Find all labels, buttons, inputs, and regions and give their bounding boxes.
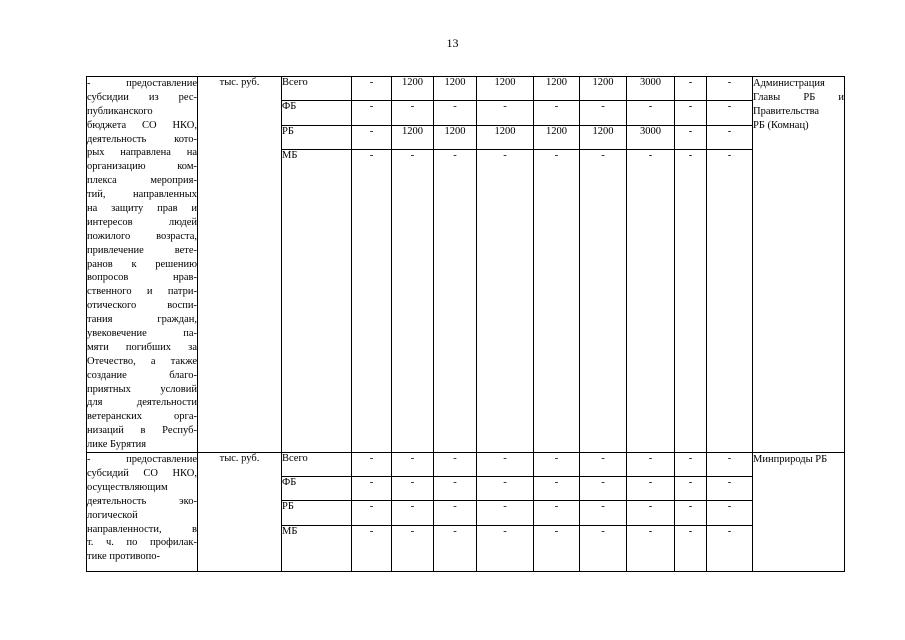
measure-description	[87, 77, 198, 453]
funding-source-cell: МБ	[282, 150, 352, 453]
value-cell: 1200	[580, 77, 627, 101]
responsible-executor	[753, 453, 845, 572]
description-line: на защиту прав и	[87, 203, 197, 215]
description-line: приятных условий	[87, 383, 197, 395]
value-cell: -	[675, 126, 707, 150]
value-cell: 1200	[580, 126, 627, 150]
description-line: организацию ком-	[87, 161, 197, 173]
value-cell: -	[477, 501, 534, 526]
value-cell: -	[707, 501, 753, 526]
value-cell: -	[352, 126, 392, 150]
responsible-line: РБ (Комнац)	[753, 120, 809, 131]
value-cell: -	[477, 150, 534, 453]
value-cell: -	[580, 150, 627, 453]
value-cell: -	[534, 101, 580, 126]
responsible-executor	[753, 77, 845, 453]
description-line: увековечение па-	[87, 328, 197, 340]
value-cell: -	[580, 453, 627, 477]
description-line: Отечество, а также	[87, 355, 197, 367]
value-cell: -	[392, 150, 434, 453]
page-number: 13	[446, 36, 459, 50]
budget-table	[86, 76, 845, 572]
value-cell: -	[534, 150, 580, 453]
value-cell: -	[580, 501, 627, 526]
value-cell: -	[675, 501, 707, 526]
funding-source-cell: Всего	[282, 453, 352, 477]
value-cell: -	[352, 477, 392, 501]
description-line: деятельность эко-	[87, 495, 197, 507]
value-cell: -	[434, 150, 477, 453]
description-line: мяти погибших за	[87, 341, 197, 353]
description-line: привлечение вете-	[87, 244, 197, 256]
value-cell: -	[707, 126, 753, 150]
description-line: - предоставление	[87, 454, 197, 466]
value-cell: -	[707, 150, 753, 453]
value-cell: -	[534, 453, 580, 477]
responsible-line: Администрация	[753, 78, 825, 89]
value-cell: -	[675, 453, 707, 477]
value-cell: -	[707, 453, 753, 477]
value-cell: -	[534, 501, 580, 526]
value-cell: -	[477, 101, 534, 126]
value-cell: 1200	[477, 126, 534, 150]
value-cell: -	[627, 453, 675, 477]
value-cell: -	[434, 501, 477, 526]
unit-cell: тыс. руб.	[198, 77, 282, 453]
funding-source-cell: ФБ	[282, 477, 352, 501]
description-line: ранов к решению	[87, 258, 197, 270]
table-row	[87, 77, 845, 101]
value-cell: -	[352, 150, 392, 453]
value-cell: -	[707, 101, 753, 126]
description-line: отического воспи-	[87, 300, 197, 312]
value-cell: -	[675, 477, 707, 501]
value-cell: -	[675, 101, 707, 126]
value-cell: -	[392, 526, 434, 572]
responsible-line: Минприроды РБ	[753, 454, 828, 466]
description-line: субсидий СО НКО,	[87, 467, 197, 479]
description-line: пожилого возраста,	[87, 230, 197, 242]
value-cell: -	[477, 477, 534, 501]
description-line: тике противопо-	[87, 551, 161, 563]
value-cell: -	[434, 526, 477, 572]
description-line: - предоставление	[87, 78, 197, 89]
value-cell: -	[675, 150, 707, 453]
value-cell: -	[627, 477, 675, 501]
value-cell: -	[580, 477, 627, 501]
value-cell: 1200	[392, 126, 434, 150]
value-cell: -	[352, 453, 392, 477]
value-cell: -	[627, 150, 675, 453]
value-cell: -	[477, 526, 534, 572]
value-cell: -	[477, 453, 534, 477]
description-line: низаций в Респуб-	[87, 425, 197, 437]
description-line: т. ч. по профилак-	[87, 537, 197, 549]
value-cell: -	[352, 101, 392, 126]
value-cell: -	[707, 77, 753, 101]
description-line: деятельность кото-	[87, 133, 197, 145]
description-line: тания граждан,	[87, 314, 197, 326]
measure-description	[87, 453, 198, 572]
value-cell: 1200	[477, 77, 534, 101]
value-cell: -	[707, 477, 753, 501]
value-cell: -	[352, 77, 392, 101]
value-cell: -	[534, 526, 580, 572]
funding-source-cell: Всего	[282, 77, 352, 101]
description-line: бюджета СО НКО,	[87, 119, 197, 131]
value-cell: -	[675, 526, 707, 572]
description-line: плекса мероприя-	[87, 175, 197, 187]
description-line: осуществляющим	[87, 481, 168, 493]
description-line: интересов людей	[87, 216, 197, 228]
value-cell: -	[580, 526, 627, 572]
description-line: вопросов нрав-	[87, 272, 197, 284]
value-cell: 3000	[627, 77, 675, 101]
value-cell: -	[352, 501, 392, 526]
responsible-line: Правительства	[753, 106, 820, 117]
value-cell: -	[580, 101, 627, 126]
description-line: публиканского	[87, 105, 153, 117]
description-line: логической	[87, 509, 138, 521]
value-cell: -	[707, 526, 753, 572]
value-cell: -	[434, 453, 477, 477]
funding-source-cell: ФБ	[282, 101, 352, 126]
description-line: ветеранских орга-	[87, 411, 197, 423]
value-cell: -	[392, 477, 434, 501]
value-cell: -	[434, 477, 477, 501]
description-line: ственного и патри-	[87, 286, 197, 298]
description-line: рых направлена на	[87, 147, 197, 159]
responsible-line: Главы РБ и	[753, 92, 844, 103]
value-cell: 1200	[434, 126, 477, 150]
description-line: лике Бурятия	[87, 439, 147, 451]
description-line: направленности, в	[87, 523, 197, 535]
value-cell: -	[392, 501, 434, 526]
funding-source-cell: МБ	[282, 526, 352, 572]
value-cell: -	[392, 453, 434, 477]
unit-cell: тыс. руб.	[198, 453, 282, 572]
funding-source-cell: РБ	[282, 501, 352, 526]
value-cell: -	[392, 101, 434, 126]
value-cell: -	[352, 526, 392, 572]
description-line: субсидии из рес-	[87, 91, 197, 103]
value-cell: -	[627, 101, 675, 126]
value-cell: 1200	[392, 77, 434, 101]
table-row	[87, 453, 845, 477]
value-cell: 3000	[627, 126, 675, 150]
description-line: создание благо-	[87, 369, 197, 381]
value-cell: -	[675, 77, 707, 101]
value-cell: 1200	[534, 77, 580, 101]
value-cell: 1200	[434, 77, 477, 101]
value-cell: -	[627, 526, 675, 572]
value-cell: -	[434, 101, 477, 126]
funding-source-cell: РБ	[282, 126, 352, 150]
description-line: для деятельности	[87, 397, 197, 409]
value-cell: 1200	[534, 126, 580, 150]
description-line: тий, направленных	[87, 189, 197, 201]
value-cell: -	[534, 477, 580, 501]
value-cell: -	[627, 501, 675, 526]
